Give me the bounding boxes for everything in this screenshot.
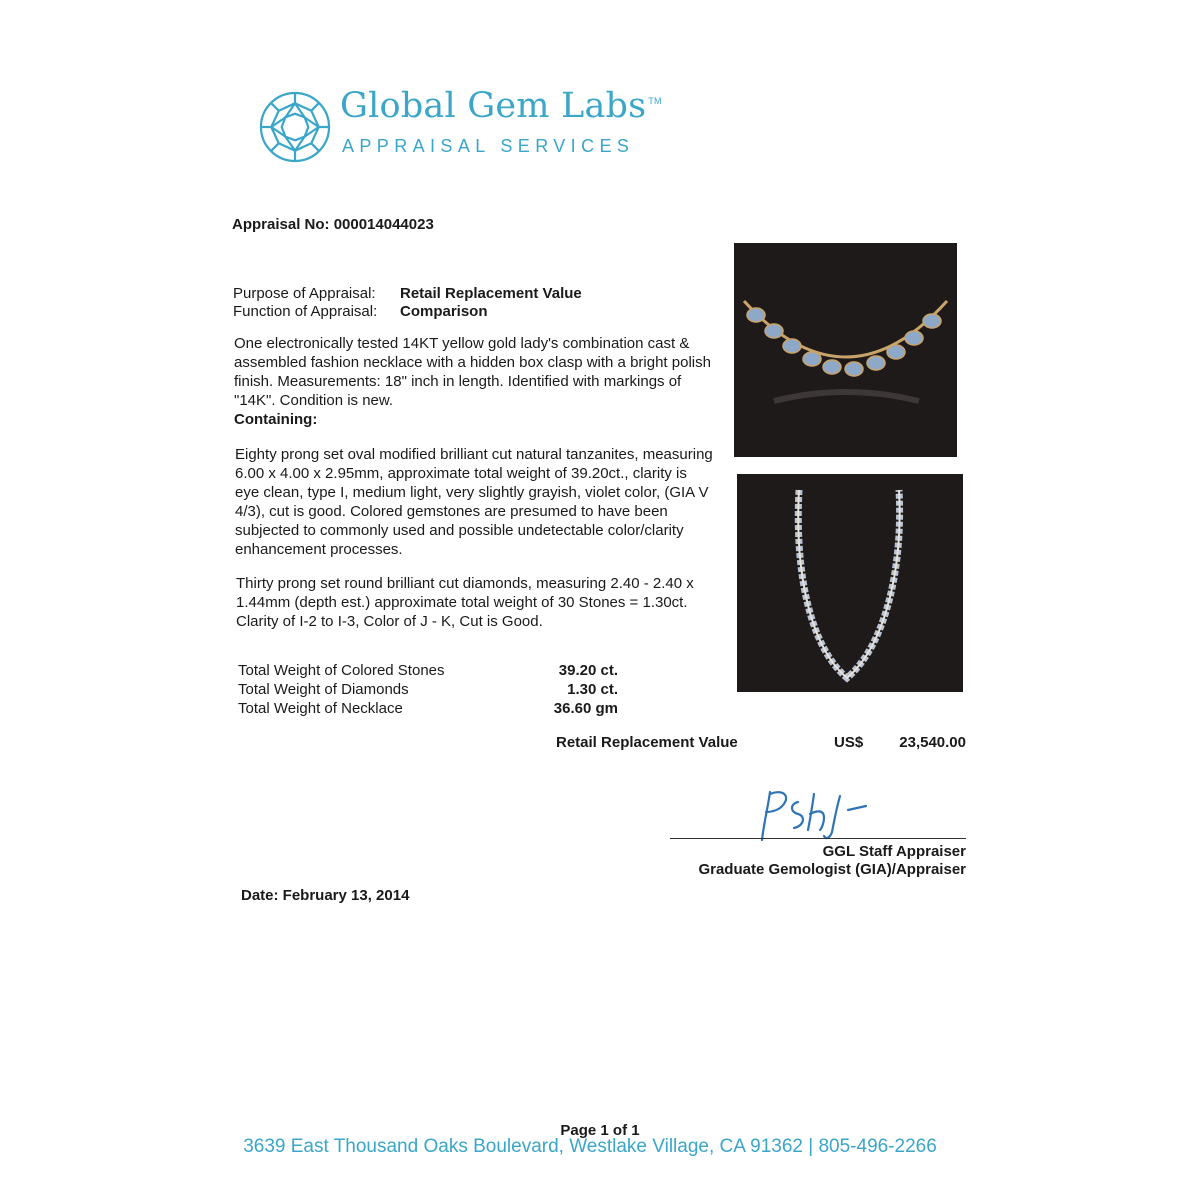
- purpose-label: Purpose of Appraisal:: [233, 285, 376, 302]
- brand-subtitle: APPRAISAL SERVICES: [342, 136, 635, 156]
- appraiser-signature: [740, 782, 890, 846]
- tanzanite-description: Eighty prong set oval modified brilliant cut natural tanzanites, measuring 6.00 x 4.00 x 2.95mm, approximate total weight of 39.20ct., clarity is eye clean, type I, medium light, very slightly grayish, violet color, (GIA V 4/3), cut is good. Colored gemstones are presumed to have been subjected to commonly used and possible undetectable color/clarity enhancement processes.: [235, 446, 713, 558]
- signer-credential: Graduate Gemologist (GIA)/Appraiser: [698, 861, 966, 878]
- currency: US$: [834, 734, 864, 751]
- signer-title: GGL Staff Appraiser: [822, 843, 966, 860]
- function-row: [233, 302, 488, 321]
- footer-address: 3639 East Thousand Oaks Boulevard, Westlake Village, CA 91362 | 805-496-2266: [243, 1136, 937, 1157]
- trademark-mark: TM: [648, 96, 662, 107]
- function-value: Comparison: [400, 303, 488, 320]
- item-description: One electronically tested 14KT yellow gold lady's combination cast & assembled fashion necklace with a hidden box clasp with a bright polish finish. Measurements: 18" inch in length. Identified with markings of "14K". Condition is new.: [234, 335, 711, 409]
- function-label: Function of Appraisal:: [233, 303, 378, 320]
- retail-value-amount: 23,540.00: [899, 734, 966, 751]
- page-number: Page 1 of 1: [560, 1122, 640, 1139]
- necklace-full-photo: [737, 474, 963, 692]
- appraisal-number: Appraisal No: 000014044023: [232, 216, 434, 233]
- weight-row-colored-stones: Total Weight of Colored Stones 39.20 ct.: [238, 662, 618, 679]
- weight-row-diamonds: Total Weight of Diamonds 1.30 ct.: [238, 681, 618, 698]
- appraisal-date: Date: February 13, 2014: [241, 887, 410, 904]
- retail-value-label: Retail Replacement Value: [556, 734, 738, 751]
- purpose-value: Retail Replacement Value: [400, 285, 582, 302]
- brand-name: Global Gem Labs ™: [340, 86, 662, 126]
- necklace-closeup-photo: [734, 243, 957, 457]
- diamond-description: Thirty prong set round brilliant cut diamonds, measuring 2.40 - 2.40 x 1.44mm (depth est.) approximate total weight of 30 Stones = 1.30ct. Clarity of I-2 to I-3, Color of J - K, Cut is Good.: [236, 575, 694, 630]
- containing-heading: Containing:: [234, 411, 318, 428]
- round-brilliant-gem-icon: [258, 90, 332, 164]
- signature-line: [670, 838, 966, 839]
- retail-value-row: [556, 733, 966, 752]
- purpose-row: [233, 284, 582, 303]
- weight-row-necklace: Total Weight of Necklace 36.60 gm: [238, 700, 618, 717]
